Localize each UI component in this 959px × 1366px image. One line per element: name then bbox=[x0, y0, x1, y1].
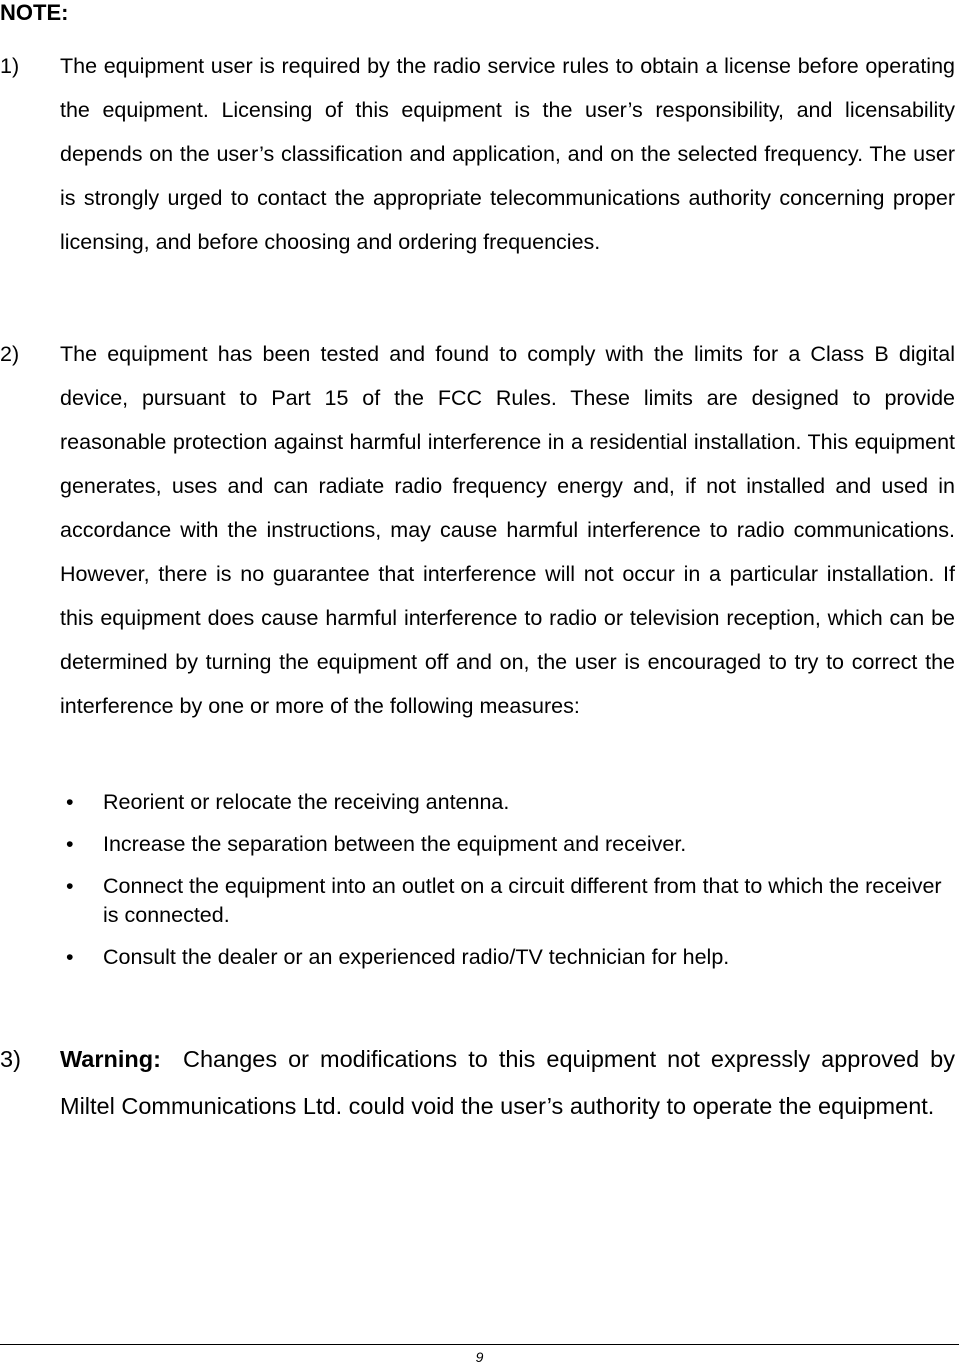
note-item-2 bbox=[0, 332, 955, 728]
item-text: The equipment has been tested and found to comply with the limits for a Class B digital device, pursuant to Part 15 of the FCC Rules. These limits are designed to provide reasonable protection against harmful interference in a residential installation. This equipment generates, uses and can radiate radio frequency energy and, if not installed and used in accordance with the instructions, may cause harmful interference to radio communications. However, there is no guarantee that interference will not occur in a particular installation. If this equipment does cause harmful interference to radio or television reception, which can be determined by turning the equipment off and on, the user is encouraged to try to correct the interference by one or more of the following measures: bbox=[60, 342, 955, 718]
item-text: The equipment user is required by the radio service rules to obtain a license before operating the equipment. Licensing of this equipment is the user’s responsibility, and licensability depends on the user’s classification and application, and on the selected frequency. The user is strongly urged to contact the appropriate telecommunications authority concerning proper licensing, and before choosing and ordering frequencies. bbox=[60, 54, 955, 254]
item-text bbox=[60, 1036, 955, 1130]
list-item bbox=[60, 830, 950, 859]
note-item-3 bbox=[0, 1036, 955, 1130]
note-heading: NOTE: bbox=[0, 0, 69, 25]
bullet-icon: • bbox=[66, 832, 74, 856]
footer-divider bbox=[0, 1344, 959, 1345]
measures-list bbox=[60, 788, 950, 985]
bullet-icon: • bbox=[66, 874, 74, 898]
bullet-icon: • bbox=[66, 945, 74, 969]
list-item-text: Increase the separation between the equipment and receiver. bbox=[103, 832, 687, 856]
list-item bbox=[60, 872, 950, 930]
item-number: 3) bbox=[0, 1046, 21, 1072]
warning-label: Warning: bbox=[60, 1046, 161, 1072]
list-item-text: Consult the dealer or an experienced radio/TV technician for help. bbox=[103, 945, 730, 969]
warning-text: Changes or modifications to this equipment not expressly approved by Miltel Communications Ltd. could void the user’s authority to operate the equipment. bbox=[60, 1046, 955, 1119]
list-item-text: Reorient or relocate the receiving antenna. bbox=[103, 790, 510, 814]
list-item bbox=[60, 943, 950, 972]
bullet-icon: • bbox=[66, 790, 74, 814]
list-item-text: Connect the equipment into an outlet on a circuit different from that to which the receiver is connected. bbox=[103, 874, 942, 927]
item-number: 2) bbox=[0, 342, 20, 366]
list-item bbox=[60, 788, 950, 817]
item-number: 1) bbox=[0, 54, 20, 78]
page-number: 9 bbox=[475, 1349, 484, 1365]
note-item-1 bbox=[0, 44, 955, 264]
